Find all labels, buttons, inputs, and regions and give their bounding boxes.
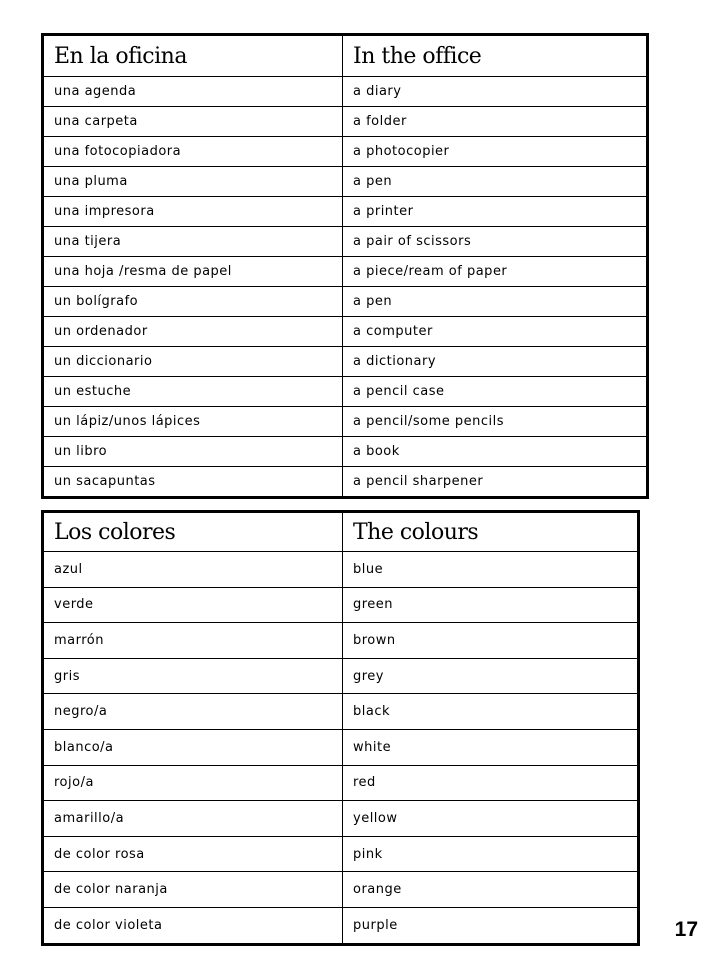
table-row bbox=[43, 587, 639, 623]
table-row bbox=[43, 257, 648, 287]
spanish-term: un diccionario bbox=[43, 347, 343, 377]
spanish-column-header: En la oficina bbox=[43, 35, 343, 77]
table-row bbox=[43, 872, 639, 908]
english-column-header: The colours bbox=[343, 512, 639, 552]
english-term: a computer bbox=[343, 317, 648, 347]
english-term: a piece/ream of paper bbox=[343, 257, 648, 287]
table-row bbox=[43, 658, 639, 694]
english-term: brown bbox=[343, 623, 639, 659]
english-column-header: In the office bbox=[343, 35, 648, 77]
office-vocabulary-table bbox=[41, 33, 649, 499]
english-term: red bbox=[343, 765, 639, 801]
english-term: a book bbox=[343, 437, 648, 467]
table-row bbox=[43, 765, 639, 801]
table-row bbox=[43, 377, 648, 407]
spanish-term: una impresora bbox=[43, 197, 343, 227]
spanish-term: una fotocopiadora bbox=[43, 137, 343, 167]
table-row bbox=[43, 729, 639, 765]
table-row bbox=[43, 467, 648, 498]
english-term: green bbox=[343, 587, 639, 623]
spanish-term: marrón bbox=[43, 623, 343, 659]
spanish-term: una pluma bbox=[43, 167, 343, 197]
english-term: a pencil/some pencils bbox=[343, 407, 648, 437]
table-row bbox=[43, 552, 639, 588]
spanish-term: una tijera bbox=[43, 227, 343, 257]
english-term: a diary bbox=[343, 77, 648, 107]
spanish-term: una carpeta bbox=[43, 107, 343, 137]
english-term: white bbox=[343, 729, 639, 765]
english-term: black bbox=[343, 694, 639, 730]
table-row bbox=[43, 77, 648, 107]
table-row bbox=[43, 836, 639, 872]
spanish-term: un sacapuntas bbox=[43, 467, 343, 498]
english-term: a folder bbox=[343, 107, 648, 137]
english-term: pink bbox=[343, 836, 639, 872]
spanish-term: un ordenador bbox=[43, 317, 343, 347]
spanish-term: una hoja /resma de papel bbox=[43, 257, 343, 287]
spanish-term: gris bbox=[43, 658, 343, 694]
spanish-term: azul bbox=[43, 552, 343, 588]
english-term: a photocopier bbox=[343, 137, 648, 167]
table-row bbox=[43, 167, 648, 197]
table-row bbox=[43, 197, 648, 227]
table-row bbox=[43, 227, 648, 257]
english-term: yellow bbox=[343, 801, 639, 837]
spanish-term: rojo/a bbox=[43, 765, 343, 801]
spanish-term: amarillo/a bbox=[43, 801, 343, 837]
spanish-term: un lápiz/unos lápices bbox=[43, 407, 343, 437]
english-term: a pencil sharpener bbox=[343, 467, 648, 498]
table-row bbox=[43, 437, 648, 467]
page-number: 17 bbox=[674, 918, 698, 941]
table-row bbox=[43, 347, 648, 377]
spanish-term: una agenda bbox=[43, 77, 343, 107]
spanish-term: de color rosa bbox=[43, 836, 343, 872]
english-term: a printer bbox=[343, 197, 648, 227]
spanish-column-header: Los colores bbox=[43, 512, 343, 552]
spanish-term: verde bbox=[43, 587, 343, 623]
english-term: orange bbox=[343, 872, 639, 908]
table-header-row bbox=[43, 512, 639, 552]
table-row bbox=[43, 287, 648, 317]
english-term: purple bbox=[343, 907, 639, 944]
table-row bbox=[43, 623, 639, 659]
english-term: a pencil case bbox=[343, 377, 648, 407]
english-term: a pen bbox=[343, 167, 648, 197]
spanish-term: un estuche bbox=[43, 377, 343, 407]
table-row bbox=[43, 107, 648, 137]
english-term: blue bbox=[343, 552, 639, 588]
table-row bbox=[43, 907, 639, 944]
table-row bbox=[43, 137, 648, 167]
spanish-term: blanco/a bbox=[43, 729, 343, 765]
spanish-term: negro/a bbox=[43, 694, 343, 730]
table-row bbox=[43, 694, 639, 730]
table-row bbox=[43, 407, 648, 437]
spanish-term: de color violeta bbox=[43, 907, 343, 944]
english-term: a dictionary bbox=[343, 347, 648, 377]
spanish-term: un bolígrafo bbox=[43, 287, 343, 317]
spanish-term: de color naranja bbox=[43, 872, 343, 908]
table-header-row bbox=[43, 35, 648, 77]
spanish-term: un libro bbox=[43, 437, 343, 467]
english-term: a pen bbox=[343, 287, 648, 317]
colours-vocabulary-table bbox=[41, 510, 640, 946]
english-term: a pair of scissors bbox=[343, 227, 648, 257]
english-term: grey bbox=[343, 658, 639, 694]
table-row bbox=[43, 317, 648, 347]
table-row bbox=[43, 801, 639, 837]
